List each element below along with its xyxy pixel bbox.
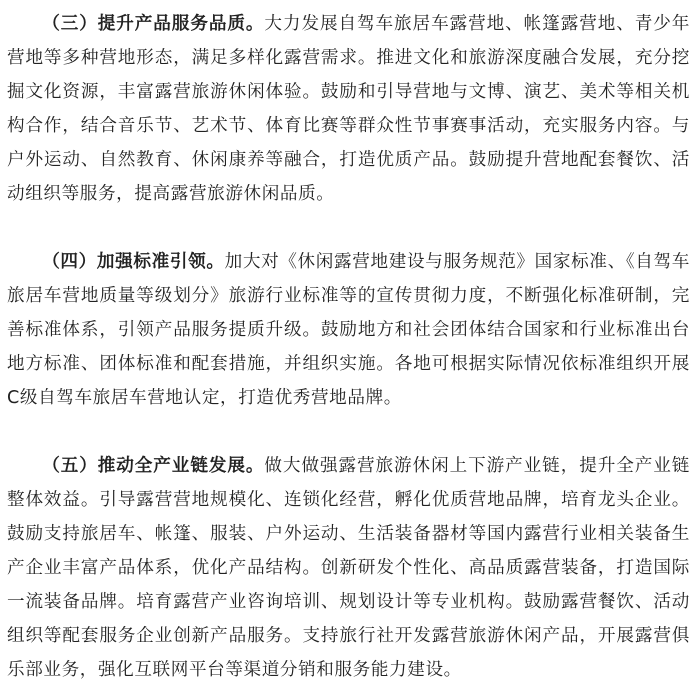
section-body: 加大对《休闲露营地建设与服务规范》国家标准、《自驾车旅居车营地质量等级划分》旅游行业标准等的宣传贯彻力度，不断强化标准研制，完善标准体系，引领产品服务提质升级。鼓励地方和社会团体结合国家和行业标准出台地方标准、团体标准和配套措施，并组织实施。各地可根据实际情况依标准组织开展C级自驾车旅居车营地认定，打造优秀营地品牌。 <box>7 252 690 408</box>
paragraph-standards-guidance <box>7 245 690 415</box>
section-heading: （四）加强标准引领。 <box>42 252 225 272</box>
section-heading: （五）推动全产业链发展。 <box>42 456 265 476</box>
section-body: 做大做强露营旅游休闲上下游产业链，提升全产业链整体效益。引导露营营地规模化、连锁化经营，孵化优质营地品牌，培育龙头企业。鼓励支持旅居车、帐篷、服装、户外运动、生活装备器材等国内露营行业相关装备生产企业丰富产品体系，优化产品结构。创新研发个性化、高品质露营装备，打造国际一流装备品牌。培育露营产业咨询培训、规划设计等专业机构。鼓励露营餐饮、活动组织等配套服务企业创新产品服务。支持旅行社开发露营旅游休闲产品，开展露营俱乐部业务，强化互联网平台等渠道分销和服务能力建设。 <box>7 456 690 680</box>
paragraph-product-service-quality <box>7 7 690 211</box>
section-heading: （三）提升产品服务品质。 <box>42 14 265 34</box>
section-body: 大力发展自驾车旅居车露营地、帐篷露营地、青少年营地等多种营地形态，满足多样化露营需求。推进文化和旅游深度融合发展，充分挖掘文化资源，丰富露营旅游休闲体验。鼓励和引导营地与文博、演艺、美术等相关机构合作，结合音乐节、艺术节、体育比赛等群众性节事赛事活动，充实服务内容。与户外运动、自然教育、休闲康养等融合，打造优质产品。鼓励提升营地配套餐饮、活动组织等服务，提高露营旅游休闲品质。 <box>7 14 690 204</box>
paragraph-industry-chain-development <box>7 449 690 687</box>
